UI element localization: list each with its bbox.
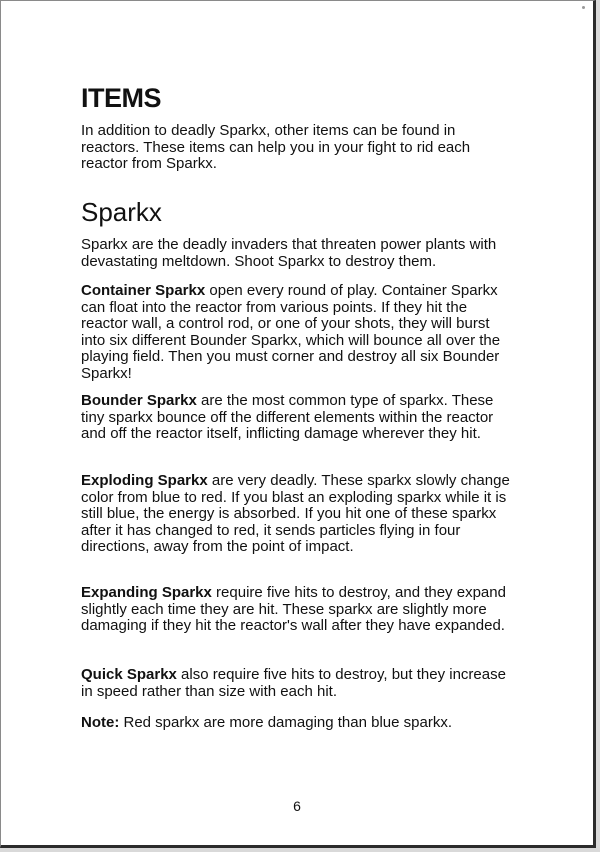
note-paragraph	[81, 715, 511, 732]
container-sparkx-term: Container Sparkx	[81, 282, 206, 299]
items-intro-paragraph: In addition to deadly Sparkx, other items can be found in reactors. These items can help you in your fight to rid each reactor from Sparkx.	[81, 122, 471, 172]
expanding-sparkx-term: Expanding Sparkx	[81, 584, 212, 601]
quick-sparkx-paragraph	[81, 667, 511, 700]
note-label: Note:	[81, 714, 120, 731]
sparkx-intro-paragraph: Sparkx are the deadly invaders that threaten power plants with devastating meltdown. Shoot Sparkx to destroy them.	[81, 236, 497, 270]
page-number: 6	[293, 798, 301, 814]
expanding-sparkx-description: require five hits to destroy, and they expand slightly each time they are hit. These sparkx are slightly more damaging if they hit the reactor's wall after they have expanded.	[81, 584, 506, 634]
note-text: Red sparkx are more damaging than blue sparkx.	[119, 714, 453, 731]
exploding-sparkx-description: are very deadly. These sparkx slowly change color from blue to red. If you blast an exploding sparkx while it is still blue, the energy is absorbed. If you hit one of these sparkx after it has changed to red, it sends particles flying in four directions, away from the point of impact.	[81, 472, 510, 555]
bounder-sparkx-description: are the most common type of sparkx. These tiny sparkx bounce off the different elements within the reactor and off the reactor itself, inflicting damage wherever they hit.	[81, 392, 494, 442]
exploding-sparkx-term: Exploding Sparkx	[81, 472, 208, 489]
sparkx-heading: Sparkx	[81, 197, 162, 227]
container-sparkx-description: open every round of play. Container Sparkx can float into the reactor from various points. If they hit the reactor wall, a control rod, or one of your shots, they will burst into six different Bounder Sparkx, which will bounce all over the playing field. Then you must corner and destroy all six Bounder Sparkx!	[81, 282, 501, 382]
exploding-sparkx-paragraph	[81, 473, 511, 556]
expanding-sparkx-paragraph	[81, 585, 511, 635]
bounder-sparkx-term: Bounder Sparkx	[81, 392, 197, 409]
quick-sparkx-description: also require five hits to destroy, but they increase in speed rather than size with each hit.	[81, 666, 506, 700]
bounder-sparkx-paragraph	[81, 393, 511, 443]
quick-sparkx-term: Quick Sparkx	[81, 666, 177, 683]
items-heading: ITEMS	[81, 83, 162, 113]
page-corner-mark	[582, 6, 585, 9]
container-sparkx-paragraph	[81, 283, 511, 382]
